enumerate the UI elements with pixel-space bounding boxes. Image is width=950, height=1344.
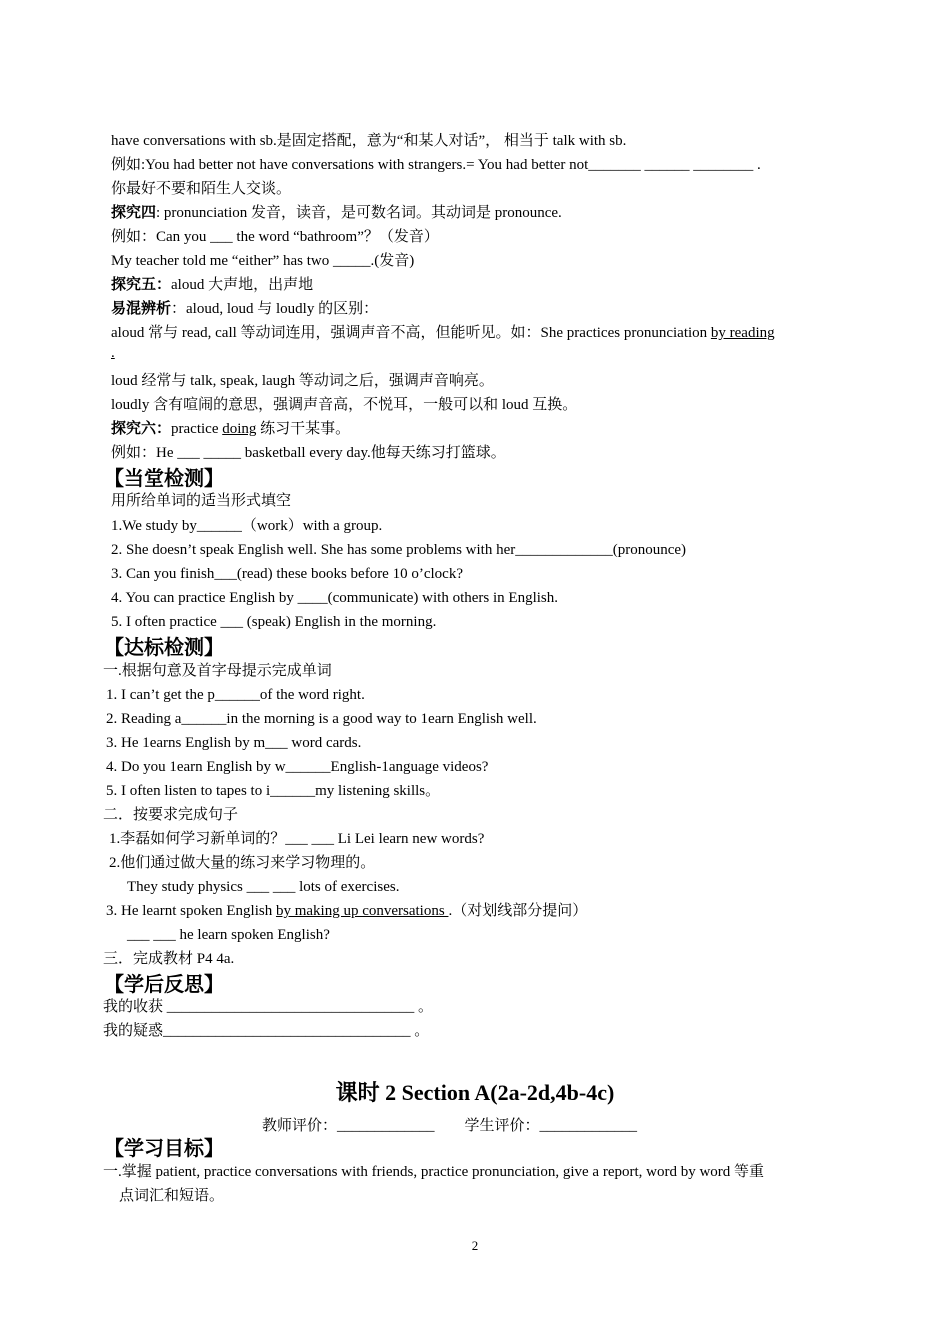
- section-label: 易混辨析: [111, 301, 172, 317]
- exercise-item: 1. I can’t get the p______of the word right.: [106, 687, 365, 703]
- exercise-item: 3. Can you finish___(read) these books before 10 o’clock?: [111, 566, 463, 582]
- section-text: aloud 大声地，出声地: [171, 277, 314, 293]
- explore-4: [111, 203, 562, 223]
- example-line: 例如：He ___ _____ basketball every day.他每天练习打篮球。: [111, 445, 506, 461]
- explore-6: [111, 419, 350, 439]
- section-label: 探究六：: [111, 421, 172, 437]
- item-text: .（对划线部分提问）: [448, 903, 588, 919]
- exercise-item: 5. I often listen to tapes to i______my listening skills。: [106, 783, 441, 799]
- heading-target-check: 【达标检测】: [104, 635, 224, 659]
- text-line: have conversations with sb.是固定搭配，意为“和某人对话”， 相当于 talk with sb.: [111, 133, 627, 149]
- exercise-item: 2. Reading a______in the morning is a good way to 1earn English well.: [106, 711, 537, 727]
- heading-reflection: 【学后反思】: [104, 972, 224, 996]
- exercise-item: ___ ___ he learn spoken English?: [127, 927, 330, 943]
- example-line: 例如：Can you ___ the word “bathroom”？（发音）: [111, 229, 439, 245]
- loud-line: loud 经常与 talk, speak, laugh 等动词之后，强调声音响亮。: [111, 373, 494, 389]
- exercise-item: [106, 901, 587, 921]
- section-text: : pronunciation 发音，读音，是可数名词。其动词是 pronounce.: [156, 205, 562, 221]
- example-line: My teacher told me “either” has two _____.(发音): [111, 253, 415, 269]
- exercise-item: 1.李磊如何学习新单词的？___ ___ Li Lei learn new words?: [109, 831, 485, 847]
- aloud-period: .: [111, 345, 115, 361]
- underlined-phrase: by reading: [710, 325, 775, 341]
- section-label: 探究四: [111, 205, 157, 221]
- part-title: 三．完成教材 P4 4a.: [103, 951, 235, 967]
- exercise-item: 1.We study by______（work）with a group.: [111, 518, 383, 534]
- evaluation-line: 教师评价：_____________ 学生评价：_____________: [262, 1118, 638, 1134]
- lesson-title: 课时 2 Section A(2a-2d,4b-4c): [335, 1080, 615, 1105]
- reflection-gain: 我的收获 _________________________________ 。: [103, 999, 434, 1015]
- part-title: 一.根据句意及首字母提示完成单词: [103, 663, 332, 679]
- confusion-note: [111, 299, 378, 319]
- goal-line: 点词汇和短语。: [119, 1188, 225, 1204]
- section-text: practice: [171, 421, 223, 437]
- heading-learning-goals: 【学习目标】: [104, 1136, 224, 1160]
- reflection-doubt: 我的疑惑_________________________________ 。: [103, 1023, 430, 1039]
- exercise-item: 4. Do you 1earn English by w______English-1anguage videos?: [106, 759, 489, 775]
- underlined-phrase: by making up conversations: [275, 903, 449, 919]
- section-text: ：aloud, loud 与 loudly 的区别：: [171, 301, 379, 317]
- exercise-item: They study physics ___ ___ lots of exercises.: [127, 879, 400, 895]
- underlined-word: doing: [222, 421, 257, 437]
- exercise-item: 2. She doesn’t speak English well. She has some problems with her_____________(pronounce): [111, 542, 687, 558]
- exercise-item: 4. You can practice English by ____(communicate) with others in English.: [111, 590, 559, 606]
- explore-5: [111, 275, 313, 295]
- text-line: 例如:You had better not have conversations with strangers.= You had better not_______ ______ ________ .: [111, 157, 761, 173]
- page-number: 2: [471, 1238, 479, 1253]
- aloud-text: aloud 常与 read, call 等动词连用，强调声音不高，但能听见。如：She practices pronunciation: [111, 325, 711, 341]
- heading-class-check: 【当堂检测】: [104, 466, 224, 490]
- exercise-item: 5. I often practice ___ (speak) English in the morning.: [111, 614, 437, 630]
- loudly-line: loudly 含有喧闹的意思，强调声音高，不悦耳，一般可以和 loud 互换。: [111, 397, 578, 413]
- aloud-line: [111, 323, 775, 343]
- exercise-item: 3. He 1earns English by m___ word cards.: [106, 735, 362, 751]
- text-line: 你最好不要和陌生人交谈。: [111, 181, 292, 197]
- instruction: 用所给单词的适当形式填空: [111, 493, 292, 509]
- section-label: 探究五：: [111, 277, 172, 293]
- section-text: 练习干某事。: [256, 421, 351, 437]
- exercise-item: 2.他们通过做大量的练习来学习物理的。: [109, 855, 376, 871]
- part-title: 二．按要求完成句子: [103, 807, 239, 823]
- item-text: 3. He learnt spoken English: [106, 903, 276, 919]
- goal-line: 一.掌握 patient, practice conversations with friends, practice pronunciation, give a report, word by word 等重: [103, 1164, 765, 1180]
